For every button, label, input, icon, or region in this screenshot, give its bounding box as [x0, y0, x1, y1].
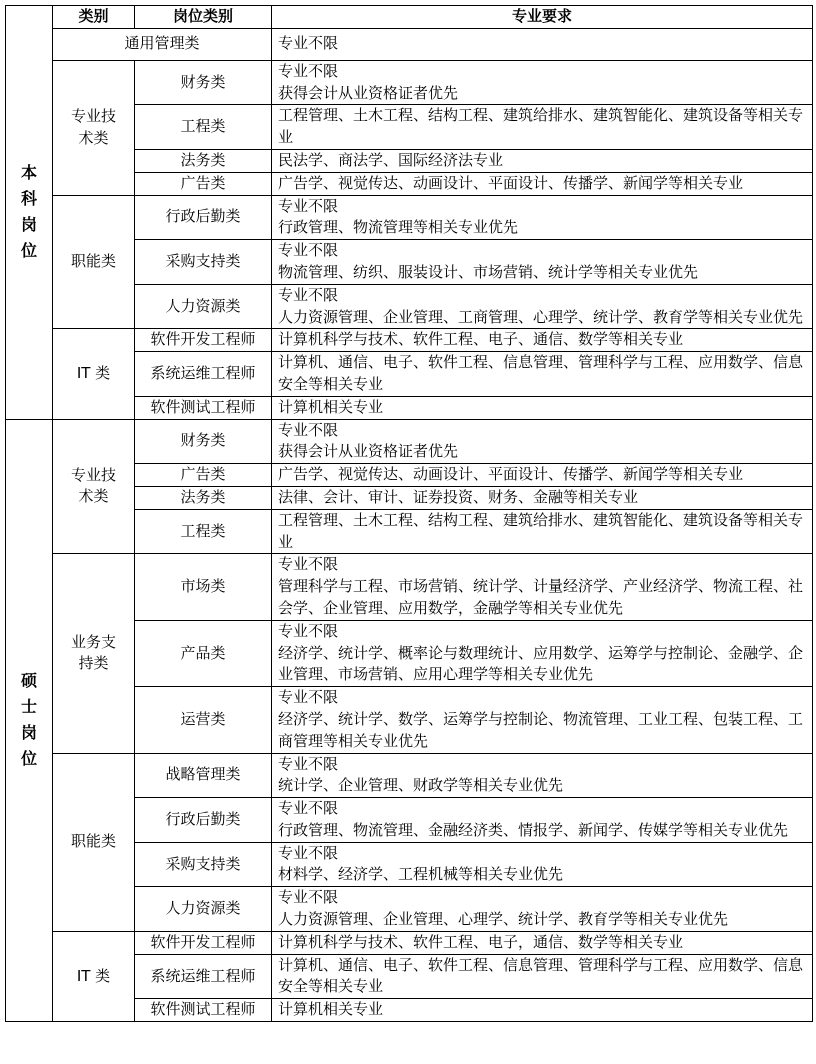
section-label-cell: [6, 419, 53, 1022]
position-cell: 运营类: [135, 687, 272, 753]
position-cell: 行政后勤类: [135, 798, 272, 843]
position-cell: 软件开发工程师: [135, 329, 272, 352]
category-label: 职能类: [70, 252, 116, 271]
category-cell: [53, 753, 135, 931]
requirement-cell: 广告学、视觉传达、动画设计、平面设计、传播学、新闻学等相关专业: [272, 464, 813, 487]
requirement-cell: 计算机相关专业: [272, 999, 813, 1022]
table-row: [6, 931, 813, 954]
position-cell: 行政后勤类: [135, 195, 272, 240]
position-cell: 财务类: [135, 419, 272, 464]
requirement-cell: 专业不限 人力资源管理、企业管理、心理学、统计学、教育学等相关专业优先: [272, 887, 813, 932]
position-cell: 财务类: [135, 60, 272, 105]
table-row: [6, 329, 813, 352]
requirement-cell: 专业不限 统计学、企业管理、财政学等相关专业优先: [272, 753, 813, 798]
requirement-cell: 专业不限 获得会计从业资格证者优先: [272, 60, 813, 105]
requirement-cell: 工程管理、土木工程、结构工程、建筑给排水、建筑智能化、建筑设备等相关专业: [272, 105, 813, 150]
table-row: [6, 28, 813, 60]
position-cell: 市场类: [135, 554, 272, 620]
category-cell: [53, 554, 135, 753]
requirement-cell: 计算机科学与技术、软件工程、电子、通信、数学等相关专业: [272, 329, 813, 352]
header-requirement: 专业要求: [272, 6, 813, 29]
requirement-cell: 计算机、通信、电子、软件工程、信息管理、管理科学与工程、应用数学、信息安全等相关专业: [272, 954, 813, 999]
position-cell: 采购支持类: [135, 240, 272, 285]
position-cell: 软件开发工程师: [135, 931, 272, 954]
category-label: IT 类: [76, 966, 111, 985]
section-label: 硕士岗位: [20, 671, 37, 769]
position-cell: 法务类: [135, 149, 272, 172]
header-category: 类别: [53, 6, 135, 29]
section-label: 本科岗位: [20, 163, 37, 261]
requirement-cell: 专业不限 行政管理、物流管理等相关专业优先: [272, 195, 813, 240]
position-cell: 采购支持类: [135, 842, 272, 887]
requirement-cell: 专业不限 人力资源管理、企业管理、工商管理、心理学、统计学、教育学等相关专业优先: [272, 284, 813, 329]
category-label: IT 类: [76, 364, 111, 383]
section-label-cell: [6, 6, 53, 420]
position-cell: 广告类: [135, 464, 272, 487]
table-row: [6, 753, 813, 798]
position-cell: 系统运维工程师: [135, 352, 272, 397]
position-cell: 法务类: [135, 486, 272, 509]
position-cell: 软件测试工程师: [135, 999, 272, 1022]
table-row: [6, 195, 813, 240]
requirement-cell: 专业不限 经济学、统计学、概率论与数理统计、应用数学、运筹学与控制论、金融学、企业管理、市场营销、应用心理学等相关专业优先: [272, 620, 813, 686]
position-cell: 工程类: [135, 509, 272, 554]
requirement-cell: 计算机、通信、电子、软件工程、信息管理、管理科学与工程、应用数学、信息安全等相关专业: [272, 352, 813, 397]
requirement-cell: 民法学、商法学、国际经济法专业: [272, 149, 813, 172]
requirement-cell: 法律、会计、审计、证券投资、财务、金融等相关专业: [272, 486, 813, 509]
requirement-cell: 计算机科学与技术、软件工程、电子，通信、数学等相关专业: [272, 931, 813, 954]
category-label: 职能类: [70, 832, 116, 851]
position-cell: 软件测试工程师: [135, 396, 272, 419]
requirement-cell: 计算机相关专业: [272, 396, 813, 419]
requirement-cell: 专业不限 获得会计从业资格证者优先: [272, 419, 813, 464]
header-position: 岗位类别: [135, 6, 272, 29]
requirement-cell: 工程管理、土木工程、结构工程、建筑给排水、建筑智能化、建筑设备等相关专业: [272, 509, 813, 554]
merged-category-cell: 通用管理类: [53, 28, 272, 60]
category-label: 业务支持类: [70, 632, 116, 673]
category-label: 专业技术类: [70, 106, 116, 147]
recruitment-requirements-table: [5, 5, 813, 1022]
category-cell: [53, 931, 135, 1021]
position-cell: 产品类: [135, 620, 272, 686]
position-cell: 系统运维工程师: [135, 954, 272, 999]
position-cell: 工程类: [135, 105, 272, 150]
category-label: 专业技术类: [70, 465, 116, 506]
position-cell: 战略管理类: [135, 753, 272, 798]
category-cell: [53, 195, 135, 329]
category-cell: [53, 60, 135, 195]
requirement-cell: 专业不限 材料学、经济学、工程机械等相关专业优先: [272, 842, 813, 887]
requirement-cell: 专业不限 物流管理、纺织、服装设计、市场营销、统计学等相关专业优先: [272, 240, 813, 285]
table-row: [6, 419, 813, 464]
table-row: [6, 554, 813, 620]
requirement-cell: 专业不限 经济学、统计学、数学、运筹学与控制论、物流管理、工业工程、包装工程、工商管理等相关专业优先: [272, 687, 813, 753]
position-cell: 广告类: [135, 172, 272, 195]
category-cell: [53, 419, 135, 554]
position-cell: 人力资源类: [135, 284, 272, 329]
requirement-cell: 广告学、视觉传达、动画设计、平面设计、传播学、新闻学等相关专业: [272, 172, 813, 195]
category-cell: [53, 329, 135, 419]
header-row: [6, 6, 813, 29]
position-cell: 人力资源类: [135, 887, 272, 932]
requirement-cell: 专业不限 行政管理、物流管理、金融经济类、情报学、新闻学、传媒学等相关专业优先: [272, 798, 813, 843]
requirement-cell: 专业不限 管理科学与工程、市场营销、统计学、计量经济学、产业经济学、物流工程、社会学、企业管理、应用数学，金融学等相关专业优先: [272, 554, 813, 620]
table-row: [6, 60, 813, 105]
requirement-cell: 专业不限: [272, 28, 813, 60]
